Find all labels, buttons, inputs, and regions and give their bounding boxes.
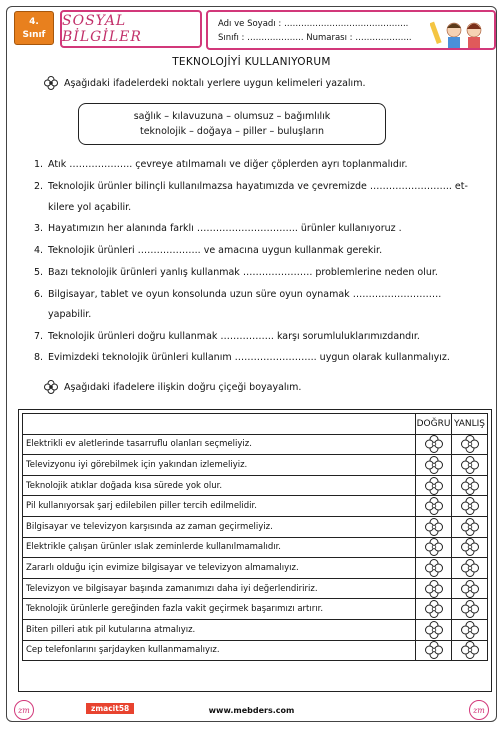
answer-flower-false[interactable] — [452, 496, 488, 517]
subject-title: SOSYAL BİLGİLER — [60, 10, 202, 48]
name-field[interactable]: Adı ve Soyadı : …………………………………….. — [218, 19, 409, 29]
item-number: 8. — [34, 352, 44, 363]
table-row — [23, 516, 488, 537]
flower-icon — [461, 456, 479, 474]
flower-icon — [461, 600, 479, 618]
item-3[interactable] — [34, 222, 494, 236]
table-row — [23, 619, 488, 640]
student-info-box — [206, 10, 496, 50]
flower-icon — [425, 621, 443, 639]
flower-icon — [425, 518, 443, 536]
item-number: 6. — [34, 289, 44, 300]
flower-icon — [425, 456, 443, 474]
flower-icon — [425, 497, 443, 515]
statement-cell: Pil kullanıyorsak şarj edilebilen piller tercih edilmelidir. — [23, 496, 416, 517]
column-header-false: YANLIŞ — [452, 414, 488, 435]
footer-website[interactable]: www.mebders.com — [208, 706, 295, 715]
answer-flower-true[interactable] — [416, 434, 452, 455]
item-text: Bilgisayar, tablet ve oyun konsolunda uzun süre oyun oynamak ………………………. — [48, 289, 442, 300]
answer-flower-true[interactable] — [416, 516, 452, 537]
page-title: TEKNOLOJİYİ KULLANIYORUM — [172, 56, 331, 68]
item-number: 1. — [34, 159, 44, 170]
flower-icon — [461, 580, 479, 598]
statement-cell: Elektrikli ev aletlerinde tasarruflu olanları seçmeliyiz. — [23, 434, 416, 455]
flower-icon — [461, 518, 479, 536]
item-number: 2. — [34, 181, 44, 192]
table-row — [23, 599, 488, 620]
instruction-text: Aşağıdaki ifadelere ilişkin doğru çiçeği boyayalım. — [64, 381, 302, 393]
item-text: Evimizdeki teknolojik ürünleri kullanım …………………….. uygun olarak kullanmalıyız. — [48, 352, 450, 363]
instruction-color-flower — [44, 380, 301, 394]
answer-flower-true[interactable] — [416, 455, 452, 476]
answer-flower-false[interactable] — [452, 599, 488, 620]
table-row — [23, 640, 488, 661]
answer-flower-true[interactable] — [416, 619, 452, 640]
statement-cell: Elektrikle çalışan ürünler ıslak zeminlerde kullanılmamalıdır. — [23, 537, 416, 558]
item-5[interactable] — [34, 266, 494, 280]
footer-logo-right: zm — [469, 700, 489, 720]
answer-flower-false[interactable] — [452, 434, 488, 455]
item-2[interactable] — [34, 180, 494, 194]
footer-logo-left: zm — [14, 700, 34, 720]
item-8[interactable] — [34, 351, 494, 365]
word-bank — [78, 103, 386, 145]
answer-flower-false[interactable] — [452, 578, 488, 599]
flower-icon — [461, 435, 479, 453]
item-text: Atık ……………….. çevreye atılmamalı ve diğer çöplerden ayrı toplanmalıdır. — [48, 159, 408, 170]
answer-flower-false[interactable] — [452, 537, 488, 558]
table-row — [23, 455, 488, 476]
answer-flower-false[interactable] — [452, 558, 488, 579]
word-bank-line-2: teknolojik – doğaya – piller – buluşların — [139, 126, 325, 137]
column-header-true: DOĞRU — [416, 414, 452, 435]
table-row — [23, 578, 488, 599]
children-illustration — [430, 16, 488, 50]
table-row — [23, 537, 488, 558]
grade-number: 4. — [29, 17, 39, 27]
statement-cell: Bilgisayar ve televizyon karşısında az zaman geçirmeliyiz. — [23, 516, 416, 537]
item-text: Teknolojik ürünleri doğru kullanmak …………….. karşı sorumluluklarımızdandır. — [48, 331, 420, 342]
answer-flower-false[interactable] — [452, 640, 488, 661]
instruction-fill-blanks — [44, 76, 365, 90]
statement-cell: Biten pilleri atık pil kutularına atmalıyız. — [23, 619, 416, 640]
answer-flower-true[interactable] — [416, 578, 452, 599]
statement-cell: Teknolojik ürünlerle gereğinden fazla vakit geçirmek başarımızı artırır. — [23, 599, 416, 620]
grade-badge — [14, 11, 54, 45]
item-number: 5. — [34, 267, 44, 278]
item-1[interactable] — [34, 158, 494, 172]
answer-flower-true[interactable] — [416, 599, 452, 620]
header-statement-cell — [23, 414, 416, 435]
item-7[interactable] — [34, 330, 494, 344]
item-4[interactable] — [34, 244, 494, 258]
flower-icon — [425, 435, 443, 453]
grade-label: Sınıf — [22, 30, 46, 40]
answer-flower-true[interactable] — [416, 640, 452, 661]
item-text: Hayatımızın her alanında farklı ………………………….. ürünler kullanıyoruz . — [48, 223, 402, 234]
answer-flower-false[interactable] — [452, 619, 488, 640]
table-row — [23, 496, 488, 517]
item-text: Teknolojik ürünleri ……………….. ve amacına uygun kullanmak gerekir. — [48, 245, 383, 256]
answer-flower-true[interactable] — [416, 558, 452, 579]
flower-icon — [425, 559, 443, 577]
flower-icon — [461, 621, 479, 639]
answer-flower-false[interactable] — [452, 455, 488, 476]
table-row — [23, 475, 488, 496]
item-text: Teknolojik ürünler bilinçli kullanılmazsa hayatımızda ve çevremizde …………………….. et- — [48, 181, 468, 192]
flower-bullet-icon — [44, 380, 58, 394]
answer-flower-true[interactable] — [416, 537, 452, 558]
true-false-table — [22, 413, 488, 661]
flower-icon — [461, 477, 479, 495]
item-number: 7. — [34, 331, 44, 342]
item-6[interactable] — [34, 288, 494, 302]
table-row — [23, 558, 488, 579]
flower-icon — [425, 580, 443, 598]
item-text: Bazı teknolojik ürünleri yanlış kullanmak …………………. problemlerine neden olur. — [48, 267, 438, 278]
item-6-continuation: yapabilir. — [48, 309, 92, 320]
statement-cell: Teknolojik atıklar doğada kısa sürede yok olur. — [23, 475, 416, 496]
table-header-row — [23, 414, 488, 435]
word-bank-line-1: sağlık – kılavuzuna – olumsuz – bağımlılık — [133, 111, 331, 122]
statement-cell: Televizyonu iyi görebilmek için yakından izlemeliyiz. — [23, 455, 416, 476]
flower-icon — [425, 600, 443, 618]
flower-icon — [461, 559, 479, 577]
flower-bullet-icon — [44, 76, 58, 90]
instruction-text: Aşağıdaki ifadelerdeki noktalı yerlere uygun kelimeleri yazalım. — [64, 77, 366, 89]
flower-icon — [461, 497, 479, 515]
item-number: 3. — [34, 223, 44, 234]
statement-cell: Zararlı olduğu için evimize bilgisayar ve televizyon almamalıyız. — [23, 558, 416, 579]
answer-flower-true[interactable] — [416, 475, 452, 496]
author-badge: zmacit58 — [86, 703, 134, 714]
statement-cell: Cep telefonlarını şarjdayken kullanmamalıyız. — [23, 640, 416, 661]
answer-flower-false[interactable] — [452, 475, 488, 496]
flower-icon — [425, 641, 443, 659]
flower-icon — [425, 477, 443, 495]
class-number-field[interactable]: Sınıfı : ……………….. Numarası : ……………….. — [218, 33, 412, 43]
answer-flower-true[interactable] — [416, 496, 452, 517]
item-number: 4. — [34, 245, 44, 256]
statement-cell: Televizyon ve bilgisayar başında zamanımızı daha iyi değerlendiririz. — [23, 578, 416, 599]
answer-flower-false[interactable] — [452, 516, 488, 537]
flower-icon — [461, 538, 479, 556]
flower-icon — [425, 538, 443, 556]
item-2-continuation: kilere yol açabilir. — [48, 202, 132, 213]
flower-icon — [461, 641, 479, 659]
table-row — [23, 434, 488, 455]
